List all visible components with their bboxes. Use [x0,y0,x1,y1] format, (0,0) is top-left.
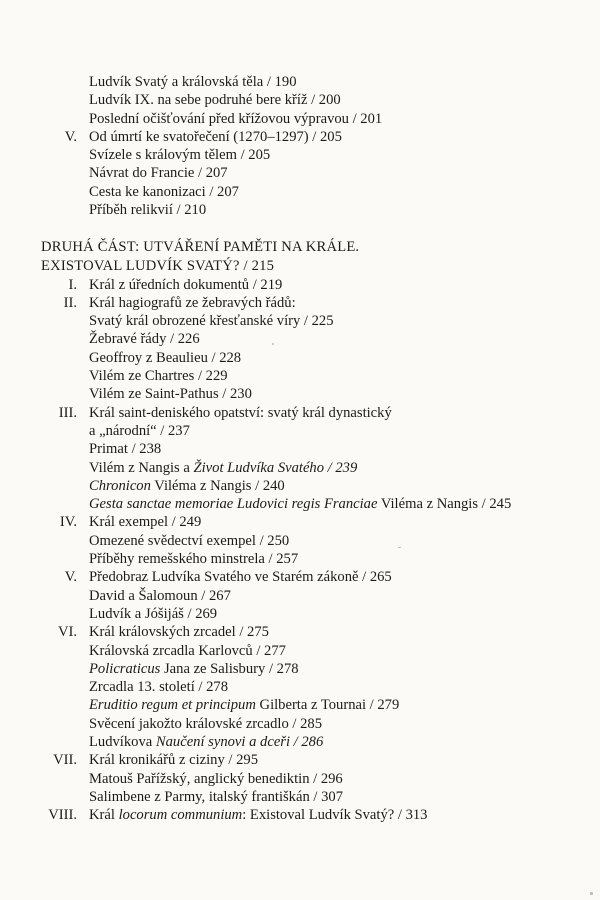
toc-entry-text [89,587,231,605]
text-run: Gilberta z Tournai / 279 [255,697,400,714]
section-heading [0,276,600,294]
part-heading-line [0,257,600,276]
part-two-sections [0,276,600,825]
section-title [89,806,427,824]
text-run: Geoffroy z Beaulieu / 228 [89,349,242,366]
toc-entry [0,642,600,660]
section-number: I. [68,276,77,293]
table-of-contents [0,73,600,824]
toc-entry-text [89,459,357,477]
toc-section [0,806,600,824]
toc-entry-text [89,715,322,733]
toc-entry [0,73,600,91]
section-title [89,294,296,312]
toc-entry-text [89,696,399,714]
text-run: Viléma z Nangis / 240 [150,477,285,494]
section-number: V. [64,569,77,586]
toc-entry-text [89,477,285,495]
section-title [89,276,282,294]
italic-title: Gesta sanctae memoriae Ludovici regis Franciae [89,496,378,513]
text-run: Omezené svědectví exempel / 250 [89,532,290,549]
toc-entry [0,550,600,568]
text-run: Ludvík a Jóšijáš / 269 [89,605,218,622]
toc-entry [0,183,600,201]
section-heading [0,294,600,312]
toc-entry [0,788,600,806]
italic-title: Eruditio regum et principum [89,697,256,714]
section-title [89,751,258,769]
text-run: Vilém ze Chartres / 229 [89,368,228,385]
toc-entry [0,715,600,733]
toc-entry-text [89,532,289,550]
toc-entry [0,678,600,696]
section-heading [0,404,600,422]
toc-entry [0,385,600,403]
section-number: VII. [53,752,77,769]
section-number: VI. [57,624,77,641]
toc-entry [0,587,600,605]
text-run: Král [89,807,119,824]
text-run: Královská zrcadla Karlovců / 277 [89,642,286,659]
toc-entry-text [89,770,343,788]
toc-entry-text [89,385,252,403]
section-number: VIII. [48,807,77,824]
chapter-v [0,128,600,219]
section-title [89,513,201,531]
paper-speck [272,343,274,345]
toc-entry [0,146,600,164]
text-run: Král kronikářů z ciziny / 295 [89,752,258,769]
toc-entry [0,495,600,513]
toc-entry-text [89,788,343,806]
toc-entry-text [89,605,217,623]
toc-entry-text [89,349,241,367]
text-run: : Existoval Ludvík Svatý? / 313 [242,807,428,824]
toc-entry-text: Příběh relikvií / 210 [89,202,207,219]
text-run: Jana ze Salisbury / 278 [160,660,299,677]
toc-entry [0,660,600,678]
paper-speck [398,547,401,548]
toc-entry-text [89,642,286,660]
text-run: Svatý král obrozené křesťanské víry / 225 [89,313,334,330]
section-heading [0,513,600,531]
toc-entry [0,605,600,623]
spacer [0,219,600,238]
italic-title: Naučení synovi a dceři / 286 [155,733,324,750]
toc-entry-text [89,550,298,568]
toc-entry [0,330,600,348]
toc-entry [0,733,600,751]
text-run: Král saint-deniského opatství: svatý král dynastický [89,404,392,421]
text-run: Svěcení jakožto královské zrcadlo / 285 [89,715,323,732]
toc-entry [0,110,600,128]
text-run: Primat / 238 [89,441,162,458]
toc-entry [0,312,600,330]
text-run: David a Šalomoun / 267 [89,587,231,604]
toc-section [0,294,600,404]
toc-section [0,513,600,568]
toc-entry [0,91,600,109]
toc-entry-text [89,440,161,458]
chapter-heading [0,128,600,146]
section-number: III. [58,404,77,421]
chapter-number: V. [64,128,77,145]
toc-entry [0,532,600,550]
section-heading [0,806,600,824]
text-run: Král hagiografů ze žebravých řádů: [89,294,296,311]
toc-entry-text [89,330,200,348]
toc-entry-text [89,660,299,678]
toc-entry [0,770,600,788]
text-run: a „národní“ / 237 [89,422,190,439]
toc-entry-text: Cesta ke kanonizaci / 207 [89,183,239,200]
italic-title: Chronicon [89,477,151,494]
toc-entry-text [89,367,228,385]
text-run: Příběhy remešského minstrela / 257 [89,551,299,568]
toc-entry-text [89,733,323,751]
part-two-heading [0,238,600,275]
section-title [89,623,269,641]
toc-entry [0,164,600,182]
paper-speck [590,892,593,895]
toc-entry [0,459,600,477]
section-title [89,404,392,422]
text-run: Vilém z Nangis a [89,459,194,476]
text-run: Král královských zrcadel / 275 [89,624,269,641]
toc-entry [0,440,600,458]
section-heading [0,623,600,641]
text-run: Matouš Pařížský, anglický benediktin / 296 [89,770,343,787]
toc-section [0,404,600,514]
toc-entry-text [89,312,334,330]
part-heading-text: EXISTOVAL LUDVÍK SVATÝ? / 215 [41,257,275,274]
toc-entry [0,367,600,385]
italic-title: Život Ludvíka Svatého / 239 [193,459,358,476]
toc-entry-text: Návrat do Francie / 207 [89,165,228,182]
section-title [89,568,392,586]
section-number: II. [63,294,77,311]
text-run: Král exempel / 249 [89,514,202,531]
section-number: IV. [59,514,77,531]
toc-entry [0,201,600,219]
toc-entry-text: Poslední očišťování před křížovou výpravou / 201 [89,110,383,127]
toc-entry-text [89,422,190,440]
text-run: Vilém ze Saint-Pathus / 230 [89,386,252,403]
chapter-title: Od úmrtí ke svatořečení (1270–1297) / 205 [89,128,342,145]
toc-entry-text [89,678,228,696]
section-heading [0,568,600,586]
toc-entry [0,696,600,714]
toc-section [0,751,600,806]
text-run: Žebravé řády / 226 [89,331,200,348]
italic-title: Policraticus [89,660,161,677]
toc-entry [0,349,600,367]
toc-entry [0,422,600,440]
toc-entry-text [89,495,511,513]
italic-title: locorum communium [118,807,243,824]
part-heading-line [0,238,600,257]
part-heading-text: DRUHÁ ČÁST: UTVÁŘENÍ PAMĚTI NA KRÁLE. [41,239,360,256]
section-heading [0,751,600,769]
toc-entry-text: Svízele s královým tělem / 205 [89,147,271,164]
chapter-v-prev-items [0,73,600,128]
toc-section [0,276,600,294]
text-run: Viléma z Nangis / 245 [377,496,512,513]
text-run: Král z úředních dokumentů / 219 [89,276,283,293]
text-run: Salimbene z Parmy, italský františkán / 307 [89,788,343,805]
toc-entry [0,477,600,495]
toc-section [0,568,600,623]
toc-entry-text: Ludvík IX. na sebe podruhé bere kříž / 200 [89,92,341,109]
text-run: Ludvíkova [89,733,156,750]
text-run: Zrcadla 13. století / 278 [89,679,229,696]
text-run: Předobraz Ludvíka Svatého ve Starém zákoně / 265 [89,569,392,586]
toc-section [0,623,600,751]
toc-entry-text: Ludvík Svatý a královská těla / 190 [89,74,297,90]
